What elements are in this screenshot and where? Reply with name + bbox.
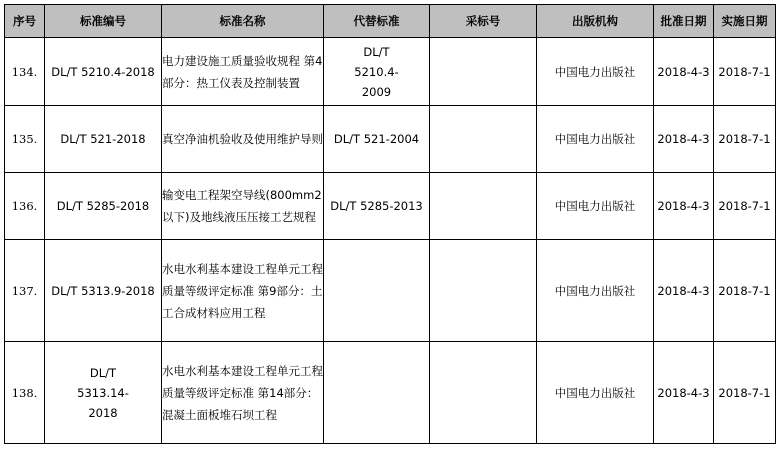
cell-adopt: [430, 38, 537, 106]
table-row: [5, 173, 776, 240]
cell-approve-date: 2018-4-3: [654, 106, 714, 173]
cell-name: 真空净油机验收及使用维护导则: [162, 106, 324, 173]
cell-replace: [324, 342, 430, 444]
cell-adopt: [430, 240, 537, 342]
header-implement-date: 实施日期: [714, 5, 776, 38]
cell-seq: 134.: [5, 38, 45, 106]
cell-publisher: 中国电力出版社: [537, 106, 654, 173]
cell-implement-date: 2018-7-1: [714, 342, 776, 444]
cell-implement-date: 2018-7-1: [714, 240, 776, 342]
cell-publisher: 中国电力出版社: [537, 173, 654, 240]
header-name: 标准名称: [162, 5, 324, 38]
cell-seq: 136.: [5, 173, 45, 240]
cell-publisher: 中国电力出版社: [537, 342, 654, 444]
cell-name: 电力建设施工质量验收规程 第4部分：热工仪表及控制装置: [162, 38, 324, 106]
cell-adopt: [430, 342, 537, 444]
cell-code: DL/T 5210.4-2018: [45, 38, 162, 106]
cell-replace: DL/T 5210.4-2009: [324, 38, 430, 106]
cell-seq: 138.: [5, 342, 45, 444]
header-seq: 序号: [5, 5, 45, 38]
cell-publisher: 中国电力出版社: [537, 240, 654, 342]
header-publisher: 出版机构: [537, 5, 654, 38]
cell-approve-date: 2018-4-3: [654, 38, 714, 106]
cell-approve-date: 2018-4-3: [654, 173, 714, 240]
header-adopt: 采标号: [430, 5, 537, 38]
cell-name: 水电水利基本建设工程单元工程质量等级评定标准 第9部分：土工合成材料应用工程: [162, 240, 324, 342]
cell-adopt: [430, 106, 537, 173]
cell-implement-date: 2018-7-1: [714, 38, 776, 106]
cell-implement-date: 2018-7-1: [714, 173, 776, 240]
cell-approve-date: 2018-4-3: [654, 240, 714, 342]
cell-code: DL/T 521-2018: [45, 106, 162, 173]
table-row: [5, 240, 776, 342]
header-row: [5, 5, 776, 38]
cell-replace: DL/T 521-2004: [324, 106, 430, 173]
cell-name: 水电水利基本建设工程单元工程质量等级评定标准 第14部分：混凝土面板堆石坝工程: [162, 342, 324, 444]
cell-approve-date: 2018-4-3: [654, 342, 714, 444]
cell-code: DL/T 5313.14-2018: [45, 342, 162, 444]
table-row: [5, 342, 776, 444]
table-row: [5, 106, 776, 173]
standards-table: [4, 4, 776, 444]
header-code: 标准编号: [45, 5, 162, 38]
table-row: [5, 38, 776, 106]
cell-seq: 137.: [5, 240, 45, 342]
cell-publisher: 中国电力出版社: [537, 38, 654, 106]
cell-implement-date: 2018-7-1: [714, 106, 776, 173]
cell-seq: 135.: [5, 106, 45, 173]
cell-replace: [324, 240, 430, 342]
cell-code: DL/T 5285-2018: [45, 173, 162, 240]
cell-code: DL/T 5313.9-2018: [45, 240, 162, 342]
cell-replace: DL/T 5285-2013: [324, 173, 430, 240]
header-approve-date: 批准日期: [654, 5, 714, 38]
cell-adopt: [430, 173, 537, 240]
cell-name: 输变电工程架空导线(800mm2以下)及地线液压压接工艺规程: [162, 173, 324, 240]
header-replace: 代替标准: [324, 5, 430, 38]
